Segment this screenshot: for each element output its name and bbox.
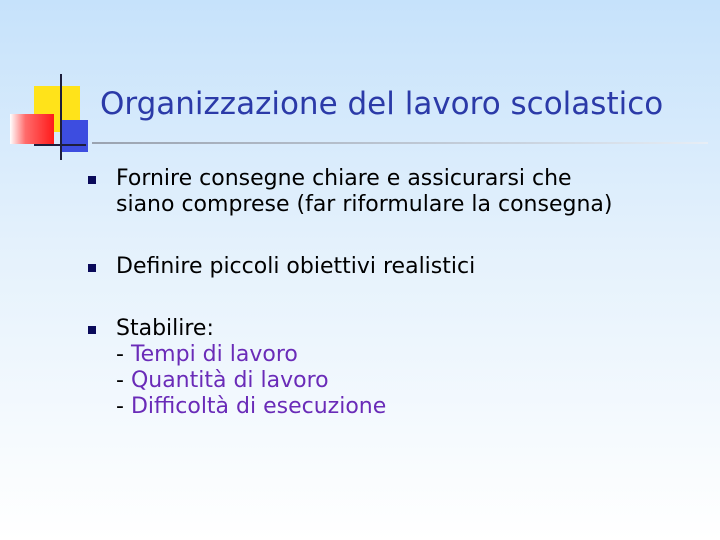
sub-item-dash: -	[116, 342, 131, 367]
bullet-text: Definire piccoli obiettivi realistici	[116, 254, 476, 279]
decorative-blue-square	[60, 120, 88, 152]
bullet-item	[86, 254, 706, 280]
sub-item	[116, 368, 706, 394]
title-underline	[92, 142, 708, 144]
bullet-item	[86, 166, 706, 218]
sub-item-dash: -	[116, 394, 131, 419]
slide-title: Organizzazione del lavoro scolastico	[100, 86, 664, 122]
sub-item	[116, 394, 706, 420]
square-bullet-icon	[88, 264, 96, 272]
bullet-text: Fornire consegne chiare e assicurarsi che	[116, 166, 572, 191]
sub-item-text: Quantità di lavoro	[130, 368, 329, 393]
sub-item-text: Difficoltà di esecuzione	[130, 394, 387, 419]
sub-item-dash: -	[116, 368, 131, 393]
square-bullet-icon	[88, 176, 96, 184]
sub-item	[116, 342, 706, 368]
bullet-list	[86, 166, 706, 420]
bullet-item	[86, 316, 706, 420]
bullet-text: Stabilire:	[116, 316, 214, 341]
square-bullet-icon	[88, 326, 96, 334]
sub-item-text: Tempi di lavoro	[130, 342, 298, 367]
decorative-horizontal-line	[34, 144, 86, 146]
decorative-red-rectangle	[10, 114, 54, 144]
bullet-text: siano comprese (far riformulare la consegna)	[116, 192, 613, 217]
decorative-vertical-line	[60, 74, 62, 160]
